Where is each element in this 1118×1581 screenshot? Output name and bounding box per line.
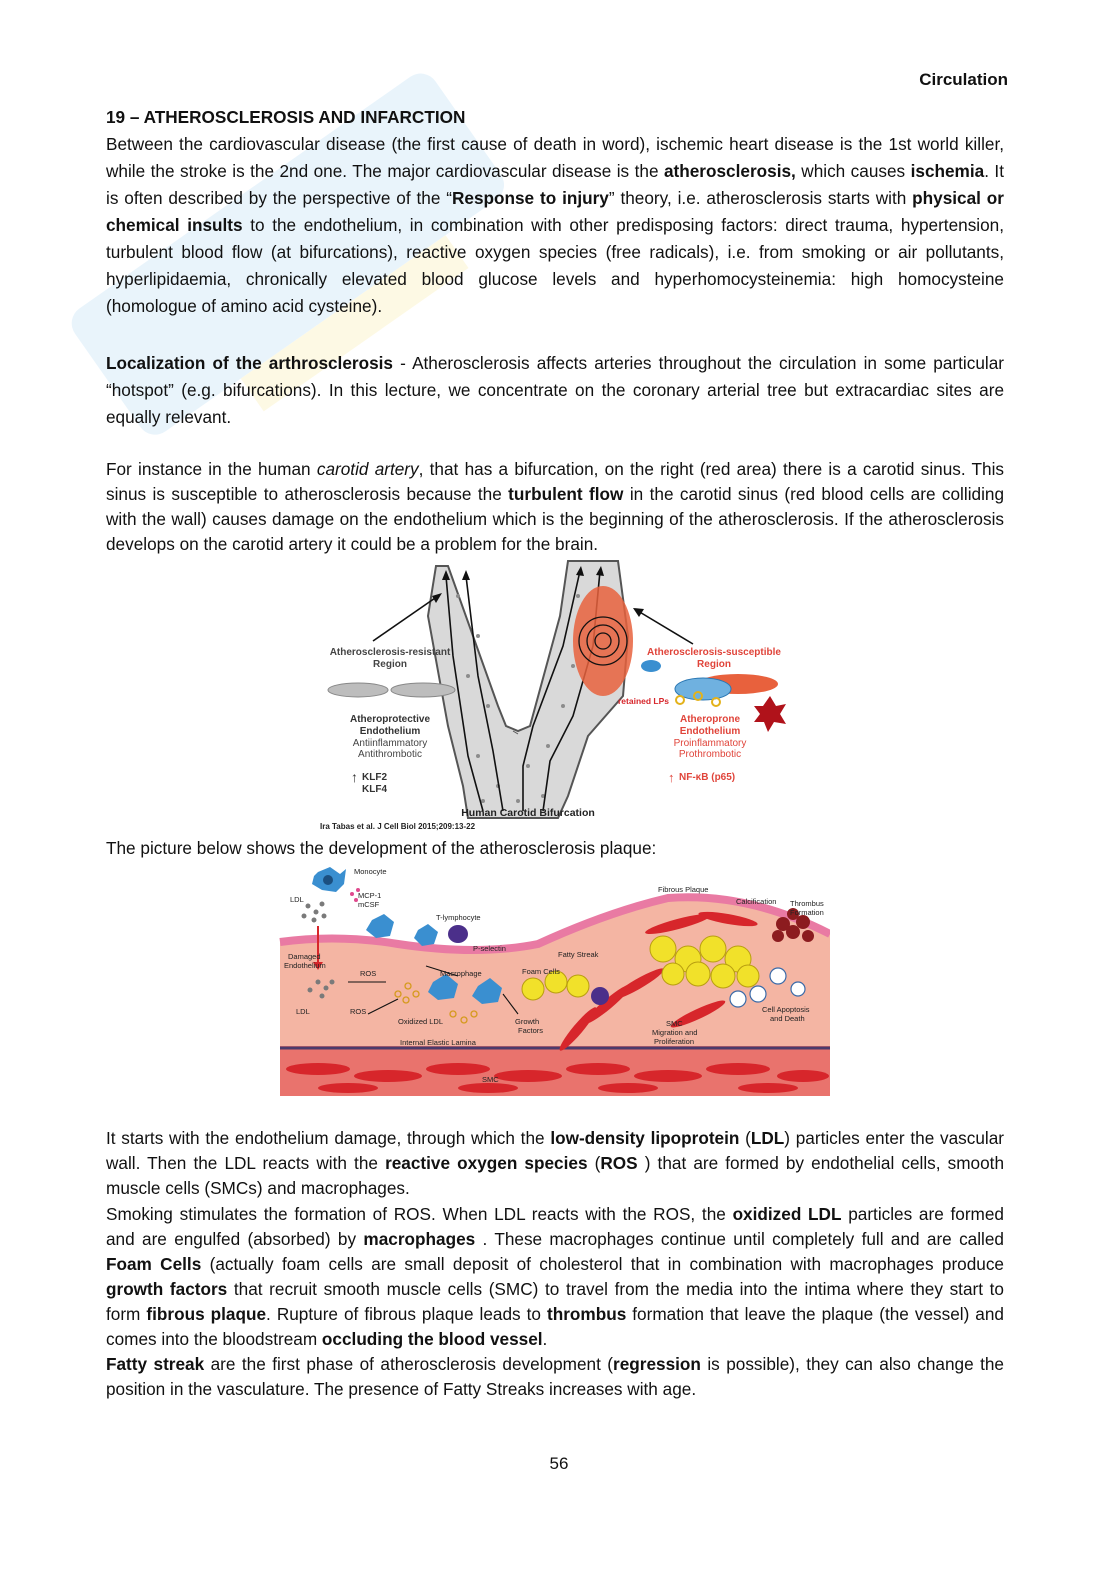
svg-text:Prothrombotic: Prothrombotic <box>678 749 742 760</box>
svg-text:Thrombus: Thrombus <box>790 899 824 908</box>
svg-text:ROS: ROS <box>360 969 377 978</box>
svg-text:Antiinflammatory: Antiinflammatory <box>352 738 428 749</box>
svg-text:SMC: SMC <box>482 1075 499 1084</box>
svg-text:Migration and: Migration and <box>652 1028 698 1037</box>
svg-text:Calcification: Calcification <box>736 897 777 906</box>
protective-cell-right <box>391 683 455 697</box>
svg-text:Endothelium: Endothelium <box>284 961 326 970</box>
section-intro <box>106 104 1004 320</box>
carotid-bifurcation-figure <box>318 556 798 836</box>
svg-text:SMC: SMC <box>666 1019 683 1028</box>
svg-text:Cell Apoptosis: Cell Apoptosis <box>762 1005 810 1014</box>
svg-text:Atheroprotective: Atheroprotective <box>349 714 431 725</box>
svg-text:KLF4: KLF4 <box>362 784 387 795</box>
svg-text:Atheroprone: Atheroprone <box>680 714 740 725</box>
svg-text:Fibrous Plaque: Fibrous Plaque <box>658 885 709 894</box>
svg-text:Antithrombotic: Antithrombotic <box>358 749 422 760</box>
svg-text:NF-κB (p65): NF-κB (p65) <box>679 772 736 783</box>
svg-text:and Death: and Death <box>770 1014 805 1023</box>
svg-text:Formation: Formation <box>790 908 824 917</box>
figure-citation: Ira Tabas et al. J Cell Biol 2015;209:13-22 <box>320 822 476 831</box>
protective-cell-left <box>328 683 388 697</box>
svg-text:LDL: LDL <box>290 895 304 904</box>
blue-cell-small <box>641 660 661 672</box>
susceptible-label: Atherosclerosis-susceptible <box>647 647 781 658</box>
svg-text:Growth: Growth <box>515 1017 540 1026</box>
page-number: 56 <box>549 1454 569 1473</box>
svg-text:Macrophage: Macrophage <box>440 969 482 978</box>
paragraph-ldl: It starts with the endothelium damage, through which the low-density lipoprotein (LDL) particles enter the vascular wall. Then the LDL reacts with the reactive oxygen species (ROS ) that are formed by endothelial cells, smooth muscle cells (SMCs) and macrophages. <box>106 1128 1005 1198</box>
paragraph-intro: Between the cardiovascular disease (the first cause of death in word), ischemic heart disease is the 1st world killer, while the stroke is the 2nd one. The major cardiovascular disease is the atherosclerosis, which causes ischemia. It is often described by the perspective of the “Response to injury” theory, i.e. atherosclerosis starts with physical or chemical insults to the endothelium, in combination with other predisposing factors: direct trauma, hypertension, turbulent blood flow (at bifurcations), reactive oxygen species (free radicals), i.e. from smoking or air pollutants, hyperlipidaemia, chronically elevated blood glucose levels and hyperhomocysteinemia: high homocysteine (homologue of amino acid cysteine). <box>106 134 1005 316</box>
up-arrow-icon: ↑ <box>668 770 675 785</box>
paragraph-foam-cells: Smoking stimulates the formation of ROS. When LDL reacts with the ROS, the oxidized LDL particles are formed and are engulfed (absorbed) by macrophages . These macrophages continue until completely full and are called Foam Cells (actually foam cells are small deposit of cholesterol that in combination with macrophages produce growth factors that recruit smooth muscle cells (SMC) to travel from the media into the intima where they start to form fibrous plaque. Rupture of fibrous plaque leads to thrombus formation that leave the plaque (the vessel) and comes into the bloodstream occluding the blood vessel. <box>106 1204 1004 1349</box>
plaque-development-figure <box>278 864 830 1096</box>
figure-caption: Human Carotid Bifurcation <box>461 807 595 819</box>
svg-text:Region: Region <box>697 659 731 670</box>
svg-text:Damaged: Damaged <box>288 952 321 961</box>
susceptible-pointer <box>638 611 693 644</box>
paragraph-carotid: For instance in the human carotid artery, that has a bifurcation, on the right (red area) there is a carotid sinus. This sinus is susceptible to atherosclerosis because the turbulent flow in the carotid sinus (red blood cells are colliding with the wall) causes damage on the endothelium which is the beginning of the atherosclerosis. If the atherosclerosis develops on the carotid artery it could be a problem for the brain. <box>106 459 1005 554</box>
macrophage-icon <box>366 914 394 938</box>
svg-text:LDL: LDL <box>296 1007 310 1016</box>
sinus-red-region <box>573 586 633 696</box>
paragraph-fatty-streak: Fatty streak are the first phase of atherosclerosis development (regression is possible), they can also change the position in the vasculature. The presence of Fatty Streaks increases with age. <box>106 1354 1004 1399</box>
svg-text:mCSF: mCSF <box>358 900 380 909</box>
platelet-icon <box>754 696 786 732</box>
svg-text:Region: Region <box>373 659 407 670</box>
svg-text:Endothelium: Endothelium <box>359 726 421 737</box>
svg-text:Oxidized LDL: Oxidized LDL <box>398 1017 444 1026</box>
svg-text:MCP-1: MCP-1 <box>358 891 382 900</box>
svg-text:Proliferation: Proliferation <box>654 1037 695 1046</box>
svg-text:retained LPs: retained LPs <box>618 696 670 706</box>
svg-text:Endothelium: Endothelium <box>679 726 741 737</box>
svg-text:Factors: Factors <box>518 1026 544 1035</box>
up-arrow-icon: ↑ <box>351 769 358 785</box>
svg-text:Foam Cells: Foam Cells <box>522 967 560 976</box>
section-heading: 19 – ATHEROSCLEROSIS AND INFARCTION <box>106 107 466 127</box>
svg-text:Fatty Streak: Fatty Streak <box>558 950 599 959</box>
svg-text:Internal Elastic Lamina: Internal Elastic Lamina <box>400 1038 476 1047</box>
svg-text:KLF2: KLF2 <box>362 772 387 783</box>
svg-text:P-selectin: P-selectin <box>473 944 506 953</box>
svg-text:T-lymphocyte: T-lymphocyte <box>436 913 481 922</box>
paragraph-figure-intro: The picture below shows the development of the atherosclerosis plaque: <box>106 838 657 858</box>
t-lymphocyte-icon <box>448 925 468 943</box>
paragraph-localization: Localization of the arthrosclerosis - Atherosclerosis affects arteries throughout the circulation in some particular “hotspot” (e.g. bifurcations). In this lecture, we concentrate on the coronary arterial tree but extracardiac sites are equally relevant. <box>106 353 1004 427</box>
section-header: Circulation <box>919 70 1008 89</box>
svg-text:ROS: ROS <box>350 1007 367 1016</box>
resistant-label: Atherosclerosis-resistant <box>329 647 451 658</box>
svg-text:Proinflammatory: Proinflammatory <box>673 738 747 749</box>
svg-text:Monocyte: Monocyte <box>354 867 387 876</box>
